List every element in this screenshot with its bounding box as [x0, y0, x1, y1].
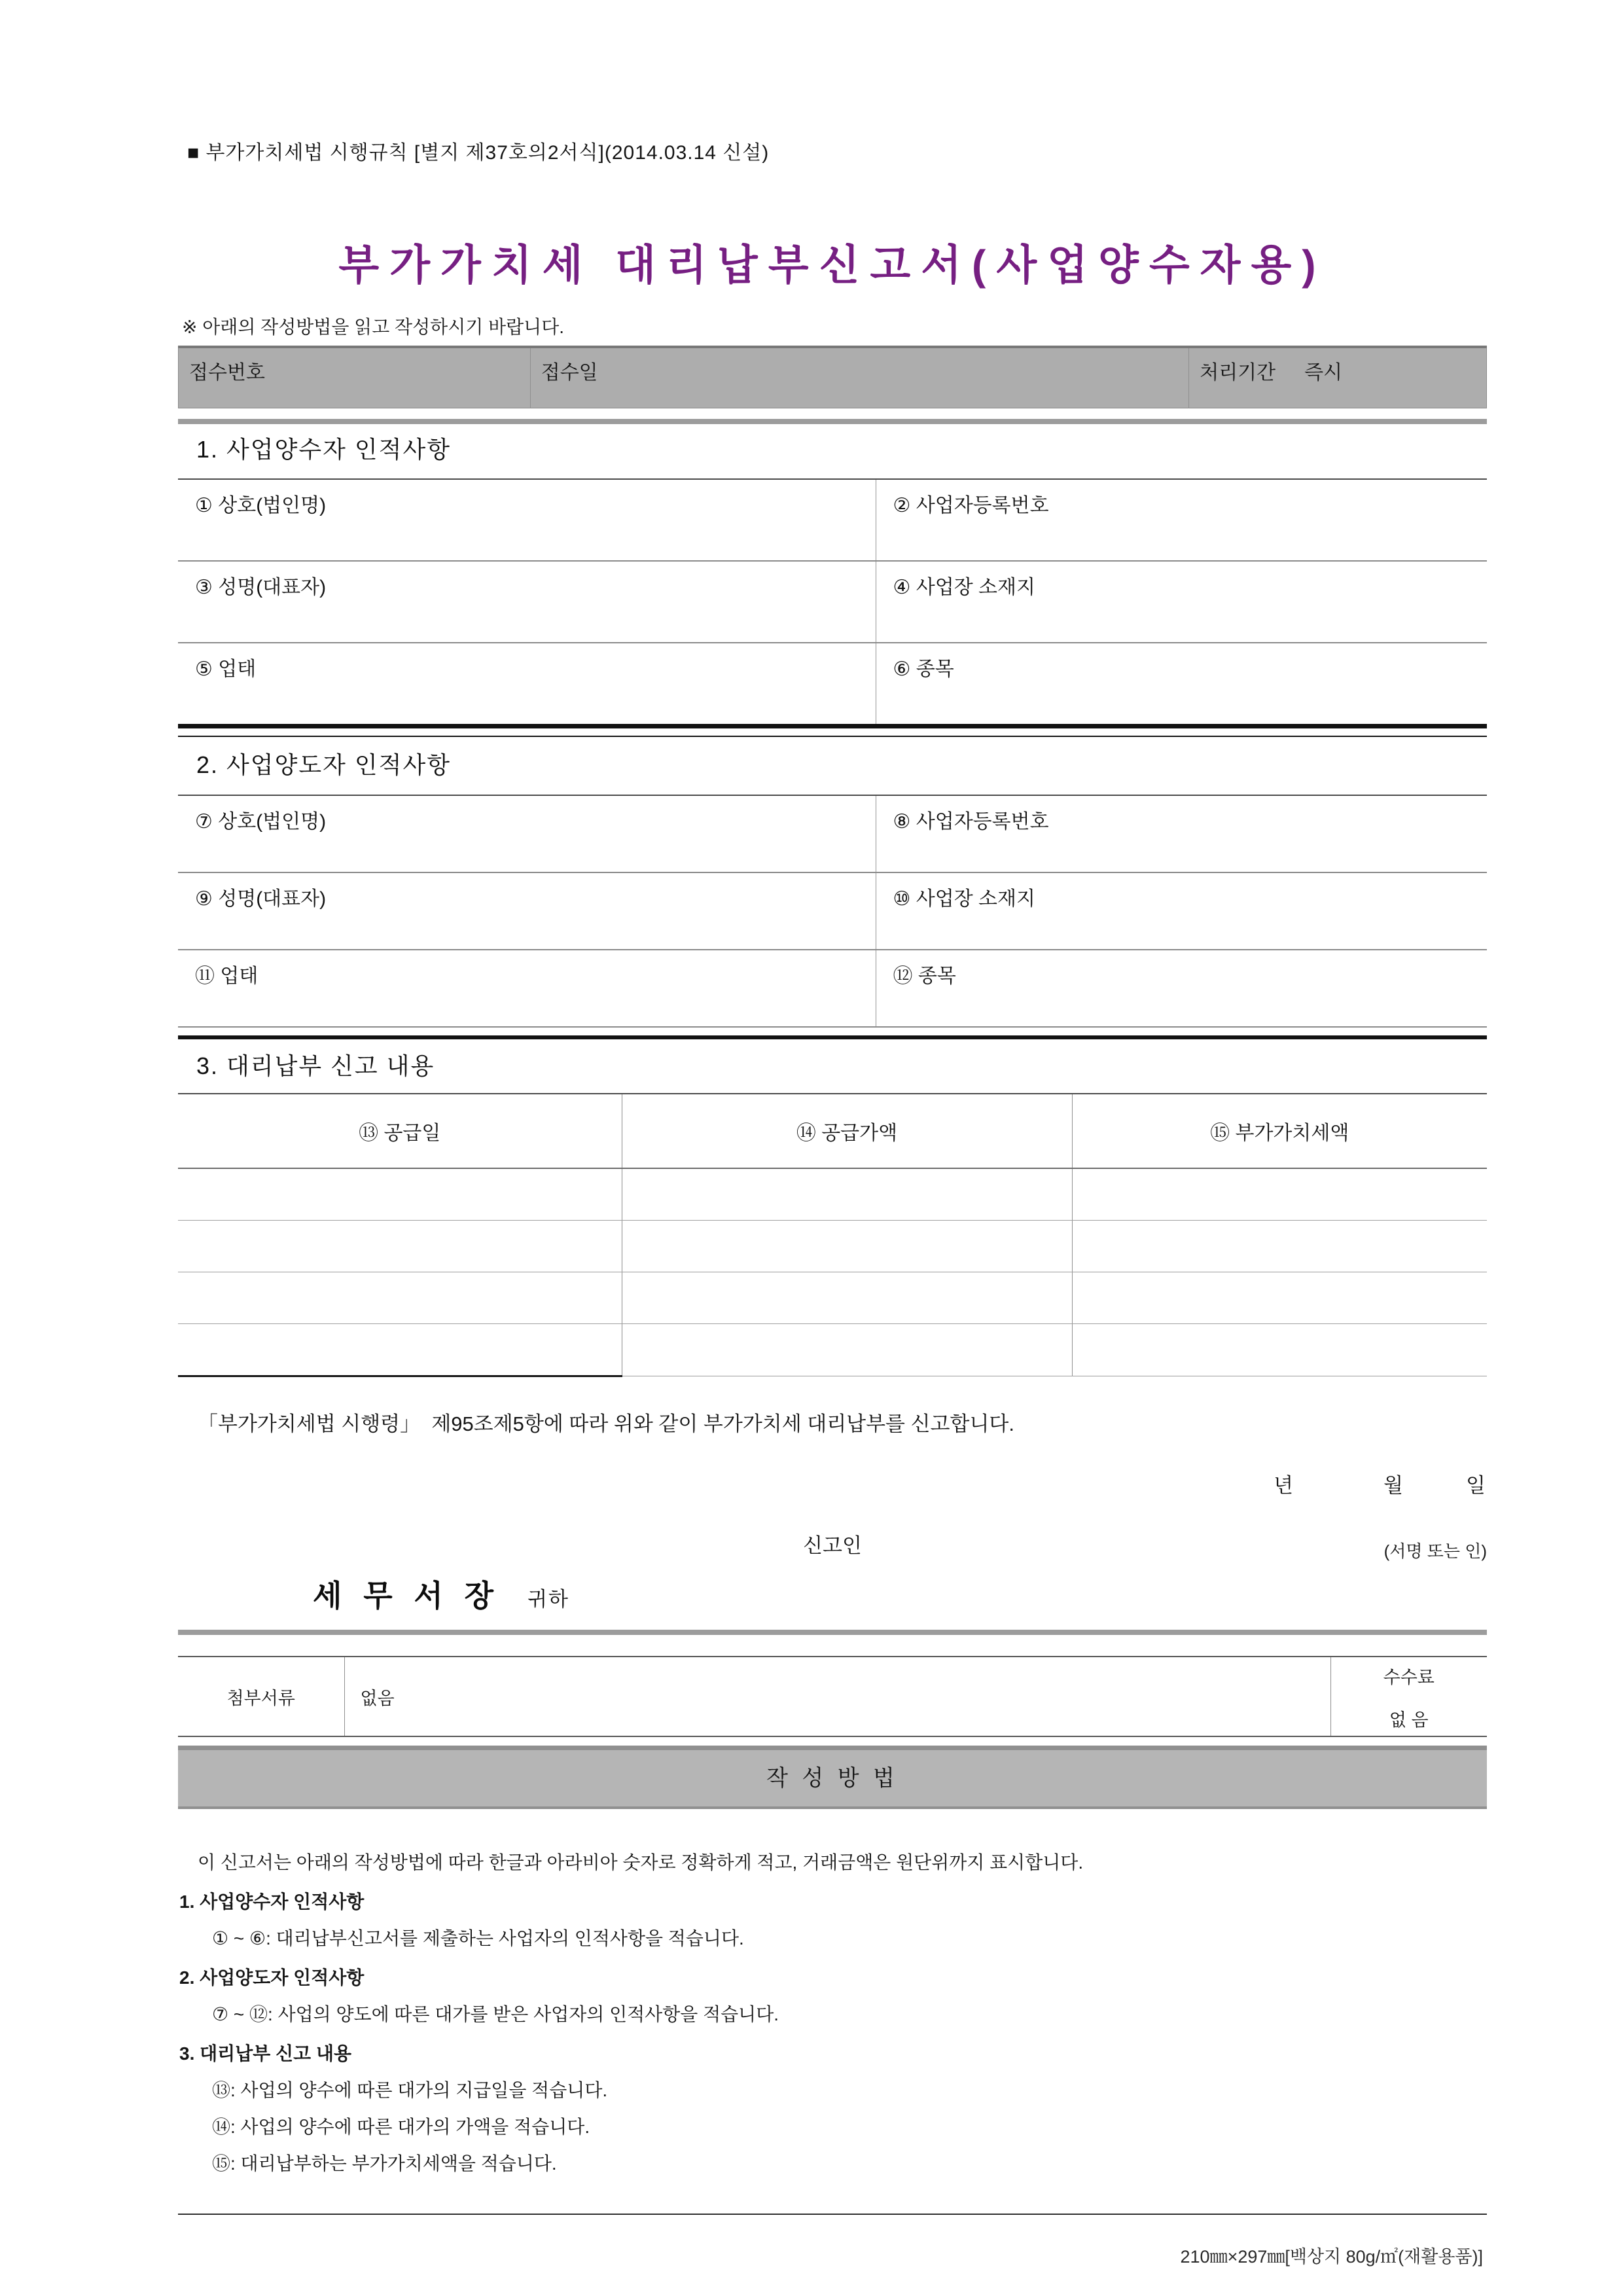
field-cell-11[interactable] [178, 950, 876, 1027]
transferor-table [178, 795, 1487, 1028]
attachment-divider-gray [178, 1630, 1487, 1635]
supply-cell-r3c3[interactable] [1072, 1272, 1487, 1324]
vat-amount-column-header: ⑮ 부가가치세액 [1072, 1094, 1487, 1168]
field-cell-3[interactable] [178, 561, 876, 643]
attachment-value: 없음 [344, 1657, 1330, 1736]
fee-label: 수수료 [1383, 1668, 1435, 1687]
field-label-8: ⑧ 사업자등록번호 [893, 811, 1049, 833]
day-label: 일 [1466, 1474, 1486, 1497]
supply-cell-r3c2[interactable] [622, 1272, 1072, 1324]
section3-heading: 3. 대리납부 신고 내용 [196, 1052, 435, 1079]
page-title: 부가가치세 대리납부신고서(사업양수자용) [338, 242, 1327, 289]
field-cell-8[interactable] [876, 795, 1487, 872]
addressee-line [178, 1577, 1487, 1618]
section-divider-thick-thin [178, 724, 1487, 737]
fee-cell [1330, 1657, 1487, 1736]
field-label-5: ⑤ 업태 [195, 658, 257, 680]
supply-cell-r2c2[interactable] [622, 1221, 1072, 1272]
field-label-12: ⑫ 종목 [893, 965, 956, 987]
method-band-title: 작 성 방 법 [178, 1746, 1487, 1809]
supply-cell-r2c1[interactable] [178, 1221, 622, 1272]
attachment-label: 첨부서류 [226, 1688, 295, 1708]
field-cell-2[interactable] [876, 479, 1487, 561]
year-label: 년 [1274, 1474, 1294, 1497]
regulation-reference: ■ 부가가치세법 시행규칙 [별지 제37호의2서식](2014.03.14 신설) [187, 142, 770, 164]
method-heading-1: 1. 사업양수자 인적사항 [179, 1892, 365, 1912]
field-label-2: ② 사업자등록번호 [893, 495, 1049, 516]
supply-cell-r3c1[interactable] [178, 1272, 622, 1324]
supply-cell-r4c2[interactable] [622, 1324, 1072, 1376]
attachment-table [178, 1656, 1487, 1737]
method-item-1: ① ~ ⑥: 대리납부신고서를 제출하는 사업자의 인적사항을 적습니다. [212, 1928, 744, 1948]
transferee-table [178, 478, 1487, 724]
method-heading-3: 3. 대리납부 신고 내용 [179, 2043, 352, 2064]
receipt-number-cell[interactable] [179, 347, 531, 408]
supply-date-column-header: ⑬ 공급일 [178, 1094, 622, 1168]
method-heading-2: 2. 사업양도자 인적사항 [179, 1967, 365, 1988]
field-cell-6[interactable] [876, 643, 1487, 724]
receipt-number-label: 접수번호 [189, 362, 265, 384]
method-instructions [178, 1851, 1487, 2176]
fee-value: 없 음 [1389, 1710, 1429, 1730]
method-item-3: ⑬: 사업의 양수에 따른 대가의 지급일을 적습니다. [212, 2080, 608, 2100]
paper-spec: 210㎜×297㎜[백상지 80g/㎡(재활용품)] [1180, 2247, 1483, 2267]
signer-label: 신고인 [803, 1534, 862, 1557]
field-cell-9[interactable] [178, 872, 876, 950]
signer-line [178, 1529, 1487, 1563]
signature-or-seal-note: (서명 또는 인) [1383, 1541, 1487, 1561]
processing-period-value: 즉시 [1304, 362, 1343, 384]
section2-heading: 2. 사업양도자 인적사항 [196, 751, 452, 778]
supply-cell-r1c3[interactable] [1072, 1168, 1487, 1221]
field-label-4: ④ 사업장 소재지 [893, 577, 1035, 598]
field-label-9: ⑨ 성명(대표자) [195, 888, 327, 910]
receipt-date-label: 접수일 [541, 362, 598, 384]
form-page [178, 0, 1487, 2268]
method-item-5: ⑮: 대리납부하는 부가가치세액을 적습니다. [212, 2153, 557, 2174]
field-cell-7[interactable] [178, 795, 876, 872]
honorific-label: 귀하 [527, 1588, 569, 1611]
month-label: 월 [1383, 1474, 1404, 1497]
supply-cell-r1c2[interactable] [622, 1168, 1072, 1221]
date-fill-line [178, 1473, 1487, 1499]
method-item-4: ⑭: 사업의 양수에 따른 대가의 가액을 적습니다. [212, 2117, 590, 2137]
field-cell-5[interactable] [178, 643, 876, 724]
method-item-2: ⑦ ~ ⑫: 사업의 양도에 따른 대가를 받은 사업자의 인적사항을 적습니다. [212, 2004, 779, 2024]
field-label-10: ⑩ 사업장 소재지 [893, 888, 1035, 910]
footer-divider [178, 2214, 1487, 2215]
field-cell-12[interactable] [876, 950, 1487, 1027]
method-intro: 이 신고서는 아래의 작성방법에 따라 한글과 아라비아 숫자로 정확하게 적고, 거래금액은 원단위까지 표시합니다. [198, 1852, 1084, 1873]
supply-value-column-header: ⑭ 공급가액 [622, 1094, 1072, 1168]
field-label-7: ⑦ 상호(법인명) [195, 811, 327, 833]
field-label-6: ⑥ 종목 [893, 658, 954, 680]
receipt-date-cell[interactable] [530, 347, 1189, 408]
report-table [178, 1093, 1487, 1377]
tax-office-head-label: 세 무 서 장 [313, 1579, 501, 1613]
supply-cell-r4c1[interactable] [178, 1324, 622, 1376]
field-label-11: ⑪ 업태 [195, 965, 259, 987]
processing-period-cell [1189, 347, 1487, 408]
declaration-statement: 「부가가치세법 시행령」 제95조제5항에 따라 위와 같이 부가가치세 대리납부를 신고합니다. [198, 1412, 1014, 1435]
supply-cell-r1c1[interactable] [178, 1168, 622, 1221]
supply-cell-r2c3[interactable] [1072, 1221, 1487, 1272]
section-divider-gray [178, 419, 1487, 424]
processing-period-label: 처리기간 [1200, 362, 1276, 384]
field-label-3: ③ 성명(대표자) [195, 577, 327, 598]
fill-instruction-notice: ※ 아래의 작성방법을 읽고 작성하시기 바랍니다. [182, 317, 565, 337]
field-cell-10[interactable] [876, 872, 1487, 950]
section-divider-thin-thick [178, 1035, 1487, 1039]
receipt-header-table [178, 346, 1487, 408]
field-cell-4[interactable] [876, 561, 1487, 643]
field-cell-1[interactable] [178, 479, 876, 561]
field-label-1: ① 상호(법인명) [195, 495, 327, 516]
supply-cell-r4c3[interactable] [1072, 1324, 1487, 1376]
section1-heading: 1. 사업양수자 인적사항 [196, 436, 452, 463]
